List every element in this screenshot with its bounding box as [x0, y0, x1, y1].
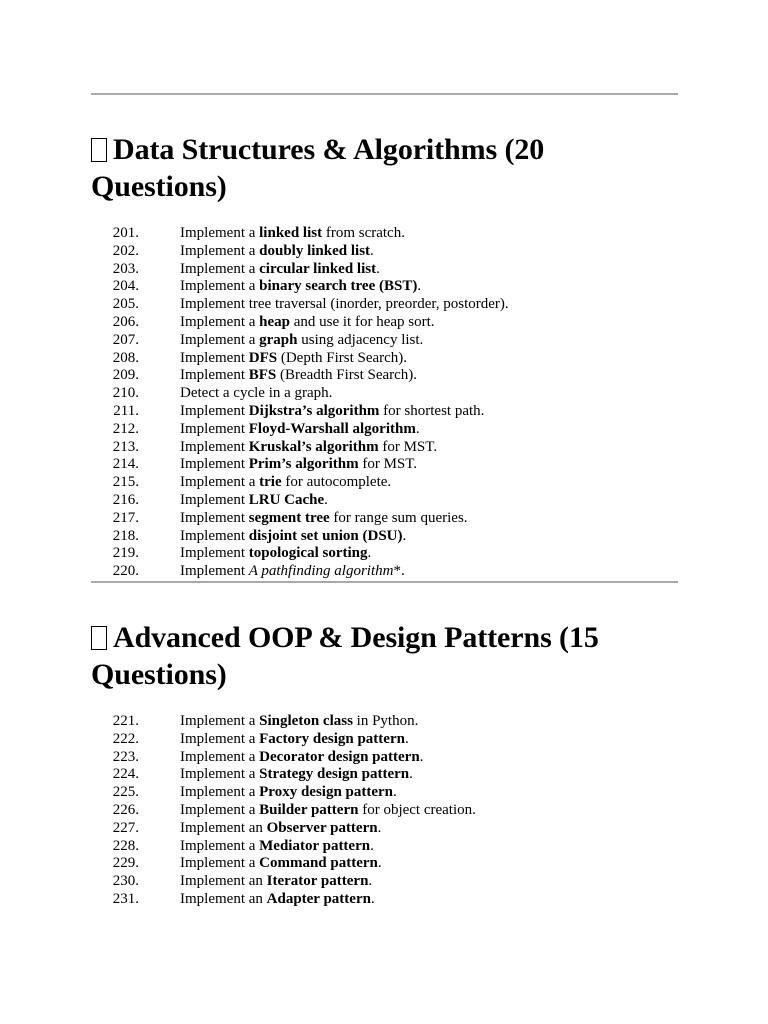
text-run: Implement a [180, 766, 260, 783]
question-number: 212. [112, 420, 139, 437]
bold-term: Factory design pattern [259, 730, 405, 747]
question-text [180, 545, 371, 563]
bold-term: heap [259, 313, 290, 330]
question-item [91, 278, 678, 296]
question-text [180, 713, 418, 731]
text-run: . [377, 855, 382, 872]
text-run: . [376, 260, 380, 277]
question-text [180, 367, 417, 385]
bold-term: Singleton class [259, 712, 353, 729]
question-number: 205. [112, 296, 139, 313]
text-run: Implement [180, 438, 249, 455]
text-run: for object creation. [358, 801, 476, 818]
question-number: 215. [112, 474, 139, 491]
question-item [91, 802, 678, 820]
bold-term: doubly linked list [259, 242, 371, 259]
question-item [91, 403, 678, 421]
text-run: Implement a [180, 278, 260, 295]
text-run: Implement [180, 563, 249, 580]
bold-term: disjoint set union (DSU) [248, 527, 403, 544]
text-run: Implement a [180, 474, 260, 491]
text-run: . [324, 491, 328, 508]
question-item [91, 528, 678, 546]
question-text [180, 731, 409, 749]
question-text [180, 510, 468, 528]
question-text [180, 784, 397, 802]
text-run: *. [393, 563, 405, 580]
text-run: Implement [180, 456, 249, 473]
question-text [180, 403, 484, 421]
question-item [91, 713, 678, 731]
text-run: and use it for heap sort. [289, 313, 435, 330]
question-item [91, 243, 678, 261]
question-text [180, 766, 413, 784]
question-item [91, 749, 678, 767]
bold-term: Prim’s algorithm [248, 456, 359, 473]
question-item [91, 314, 678, 332]
bold-term: BFS [248, 367, 277, 384]
question-list [91, 225, 678, 581]
text-run: . [415, 420, 420, 437]
question-number: 226. [112, 801, 139, 818]
question-item [91, 385, 678, 403]
text-run: (Breadth First Search). [276, 367, 418, 384]
text-run: Detect a cycle in a graph. [180, 385, 333, 402]
question-item [91, 545, 678, 563]
document-page [91, 93, 678, 909]
question-item [91, 439, 678, 457]
section-divider [91, 93, 678, 95]
question-number: 228. [112, 837, 139, 854]
question-number: 220. [112, 563, 139, 580]
question-text [180, 802, 476, 820]
text-run: Implement a [180, 801, 260, 818]
text-run: Implement [180, 509, 249, 526]
bold-term: Iterator pattern [266, 873, 369, 890]
question-item [91, 261, 678, 279]
question-text [180, 439, 437, 457]
question-text [180, 332, 423, 350]
text-run: for shortest path. [379, 402, 485, 419]
question-item [91, 296, 678, 314]
text-run: Implement a [180, 260, 260, 277]
question-text [180, 492, 328, 510]
text-run: Implement a [180, 730, 260, 747]
question-text [180, 261, 380, 279]
question-item [91, 891, 678, 909]
question-number: 208. [112, 349, 139, 366]
text-run: Implement [180, 367, 249, 384]
question-number: 203. [112, 260, 139, 277]
text-run: Implement a [180, 712, 260, 729]
question-number: 204. [112, 278, 139, 295]
question-text [180, 314, 435, 332]
text-run: Implement a [180, 242, 260, 259]
text-run: . [370, 242, 374, 259]
text-run: Implement [180, 349, 249, 366]
question-text [180, 243, 374, 261]
question-item [91, 766, 678, 784]
question-text [180, 820, 381, 838]
question-number: 221. [112, 712, 139, 729]
bold-term: Dijkstra’s algorithm [248, 402, 380, 419]
text-run: (Depth First Search). [277, 349, 408, 366]
question-number: 229. [112, 855, 139, 872]
question-item [91, 820, 678, 838]
text-run: Implement a [180, 784, 260, 801]
italic-term: A pathfinding algorithm [248, 563, 394, 580]
bold-term: binary search tree (BST) [259, 278, 418, 295]
question-number: 231. [112, 890, 139, 907]
question-item [91, 350, 678, 368]
section-title: Data Structures & Algorithms (20 Questions) [91, 133, 545, 203]
question-number: 219. [112, 545, 139, 562]
question-text [180, 749, 423, 767]
text-run: . [393, 784, 397, 801]
text-run: . [367, 545, 372, 562]
question-text [180, 225, 405, 243]
question-text [180, 838, 374, 856]
question-text [180, 873, 372, 891]
text-run: Implement [180, 491, 249, 508]
question-item [91, 873, 678, 891]
question-number: 216. [112, 491, 139, 508]
question-list [91, 713, 678, 909]
question-text [180, 385, 332, 403]
question-item [91, 838, 678, 856]
question-item [91, 731, 678, 749]
question-item [91, 421, 678, 439]
bold-term: Proxy design pattern [259, 784, 394, 801]
question-text [180, 456, 417, 474]
text-run: Implement [180, 402, 249, 419]
bold-term: Builder pattern [259, 801, 359, 818]
bold-term: Decorator design pattern [259, 748, 420, 765]
text-run: for autocomplete. [281, 474, 392, 491]
question-item [91, 456, 678, 474]
question-item [91, 563, 678, 581]
text-run: . [402, 527, 407, 544]
bold-term: linked list [259, 225, 323, 241]
question-number: 201. [112, 225, 139, 241]
question-number: 211. [113, 402, 139, 419]
question-number: 223. [112, 748, 139, 765]
bold-term: Strategy design pattern [259, 766, 410, 783]
text-run: . [368, 873, 373, 890]
text-run: . [370, 837, 374, 854]
text-run: . [417, 278, 422, 295]
text-run: Implement [180, 527, 249, 544]
question-number: 225. [112, 784, 139, 801]
question-number: 209. [112, 367, 139, 384]
section-dsa [91, 131, 678, 581]
question-item [91, 474, 678, 492]
bold-term: topological sorting [248, 545, 368, 562]
question-number: 230. [112, 873, 139, 890]
bold-term: Command pattern [259, 855, 378, 872]
section-oop [91, 619, 678, 909]
text-run: . [409, 766, 413, 783]
question-text [180, 350, 407, 368]
question-number: 202. [112, 242, 139, 259]
question-item [91, 367, 678, 385]
missing-glyph-icon [91, 138, 107, 162]
text-run: Implement an [180, 819, 267, 836]
section-divider [91, 581, 678, 583]
question-number: 224. [112, 766, 139, 783]
text-run: for MST. [358, 456, 418, 473]
text-run: . [377, 819, 382, 836]
question-item [91, 332, 678, 350]
section-title: Advanced OOP & Design Patterns (15 Questions) [91, 620, 599, 691]
text-run: from scratch. [322, 225, 405, 241]
question-text [180, 855, 382, 873]
text-run: Implement [180, 420, 249, 437]
question-number: 222. [112, 730, 139, 747]
question-text [180, 296, 509, 314]
text-run: for range sum queries. [329, 509, 468, 526]
question-item [91, 492, 678, 510]
bold-term: DFS [248, 349, 278, 366]
bold-term: Kruskal’s algorithm [248, 438, 379, 455]
question-number: 218. [112, 527, 139, 544]
question-text [180, 528, 406, 546]
text-run: Implement a [180, 837, 260, 854]
question-number: 206. [112, 313, 139, 330]
bold-term: Adapter pattern [266, 890, 371, 907]
bold-term: graph [259, 331, 298, 348]
question-item [91, 510, 678, 528]
question-number: 227. [112, 819, 139, 836]
text-run: . [370, 890, 375, 907]
text-run: Implement a [180, 225, 260, 241]
text-run: Implement an [180, 890, 267, 907]
question-number: 217. [112, 509, 139, 526]
text-run: Implement a [180, 331, 260, 348]
bold-term: Observer pattern [266, 819, 378, 836]
text-run: . [404, 730, 409, 747]
question-item [91, 225, 678, 243]
bold-term: Floyd-Warshall algorithm [248, 420, 416, 437]
question-text [180, 421, 420, 439]
bold-term: trie [259, 474, 282, 491]
bold-term: circular linked list [259, 260, 377, 277]
question-text [180, 474, 391, 492]
question-number: 213. [112, 438, 139, 455]
question-text [180, 891, 375, 909]
text-run: Implement a [180, 748, 260, 765]
text-run: for MST. [378, 438, 438, 455]
text-run: in Python. [352, 712, 419, 729]
text-run: Implement a [180, 313, 260, 330]
text-run: using adjacency list. [297, 331, 424, 348]
question-number: 210. [112, 385, 139, 402]
missing-glyph-icon [91, 626, 107, 650]
question-item [91, 784, 678, 802]
bold-term: LRU Cache [248, 491, 325, 508]
text-run: . [419, 748, 424, 765]
question-text [180, 563, 405, 581]
bold-term: segment tree [248, 509, 330, 526]
question-item [91, 855, 678, 873]
text-run: Implement a [180, 855, 260, 872]
text-run: Implement [180, 545, 249, 562]
question-text [180, 278, 421, 296]
text-run: Implement an [180, 873, 267, 890]
question-number: 214. [112, 456, 139, 473]
bold-term: Mediator pattern [259, 837, 371, 854]
text-run: Implement tree traversal (inorder, preorder, postorder). [180, 296, 509, 313]
question-number: 207. [112, 331, 139, 348]
